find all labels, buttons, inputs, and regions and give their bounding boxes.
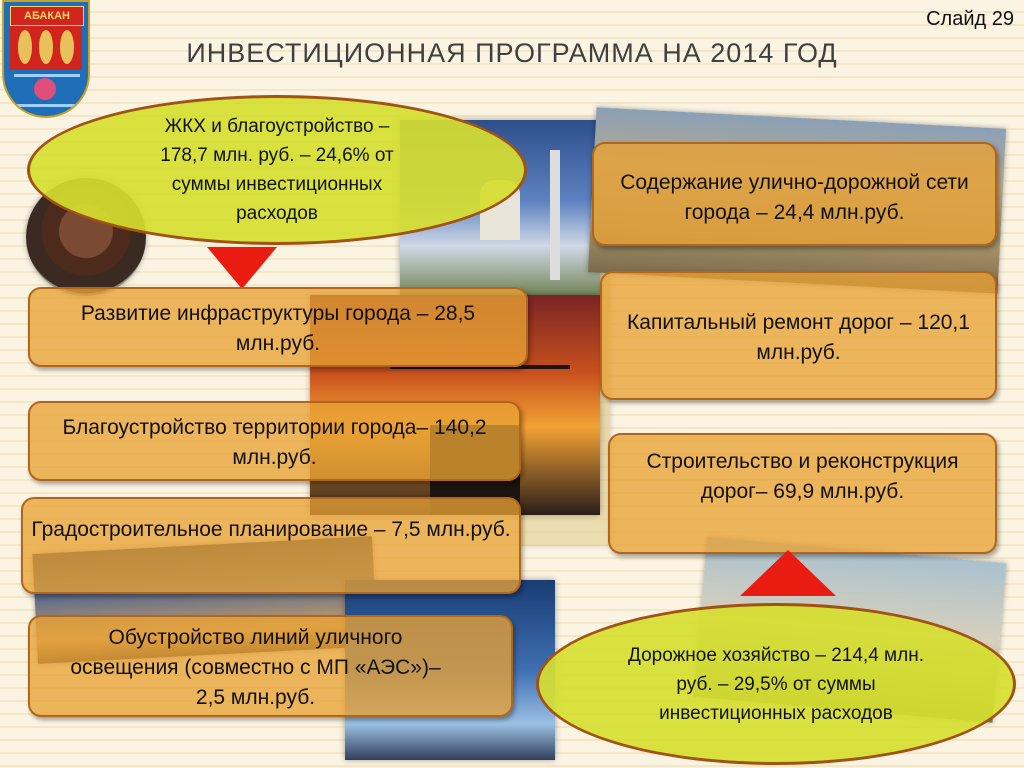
coat-of-arms-banner: АБАКАН bbox=[10, 6, 84, 26]
slide-title: ИНВЕСТИЦИОННАЯ ПРОГРАММА НА 2014 ГОД bbox=[186, 38, 838, 68]
street-lighting-box: Обустройство линий уличного освещения (совместно с МП «АЭС»)– 2,5 млн.руб. bbox=[28, 615, 513, 717]
arrow-down-icon bbox=[207, 247, 277, 289]
urban-planning-box: Градостроительное планирование – 7,5 млн.руб. bbox=[21, 497, 521, 594]
monument-column bbox=[550, 150, 560, 280]
wave-icon bbox=[14, 74, 80, 77]
wave-icon bbox=[14, 104, 80, 107]
infrastructure-box: Развитие инфраструктуры города – 28,5 млн.руб. bbox=[28, 287, 528, 367]
slide-number: Слайд 29 bbox=[926, 8, 1014, 30]
landscaping-box: Благоустройство территории города– 140,2 млн.руб. bbox=[28, 401, 521, 481]
road-network-box: Содержание улично-дорожной сети города – 24,4 млн.руб. bbox=[592, 142, 997, 246]
road-construction-box: Строительство и реконструкция дорог– 69,9 млн.руб. bbox=[608, 433, 997, 554]
rose-icon bbox=[34, 78, 56, 100]
road-management-ellipse: Дорожное хозяйство – 214,4 млн. руб. – 29,5% от суммы инвестиционных расходов bbox=[536, 603, 1016, 765]
housing-utilities-ellipse: ЖКХ и благоустройство – 178,7 млн. руб. – 24,6% от суммы инвестиционных расходов bbox=[27, 95, 527, 245]
road-repair-box: Капитальный ремонт дорог – 120,1 млн.руб. bbox=[600, 271, 997, 400]
